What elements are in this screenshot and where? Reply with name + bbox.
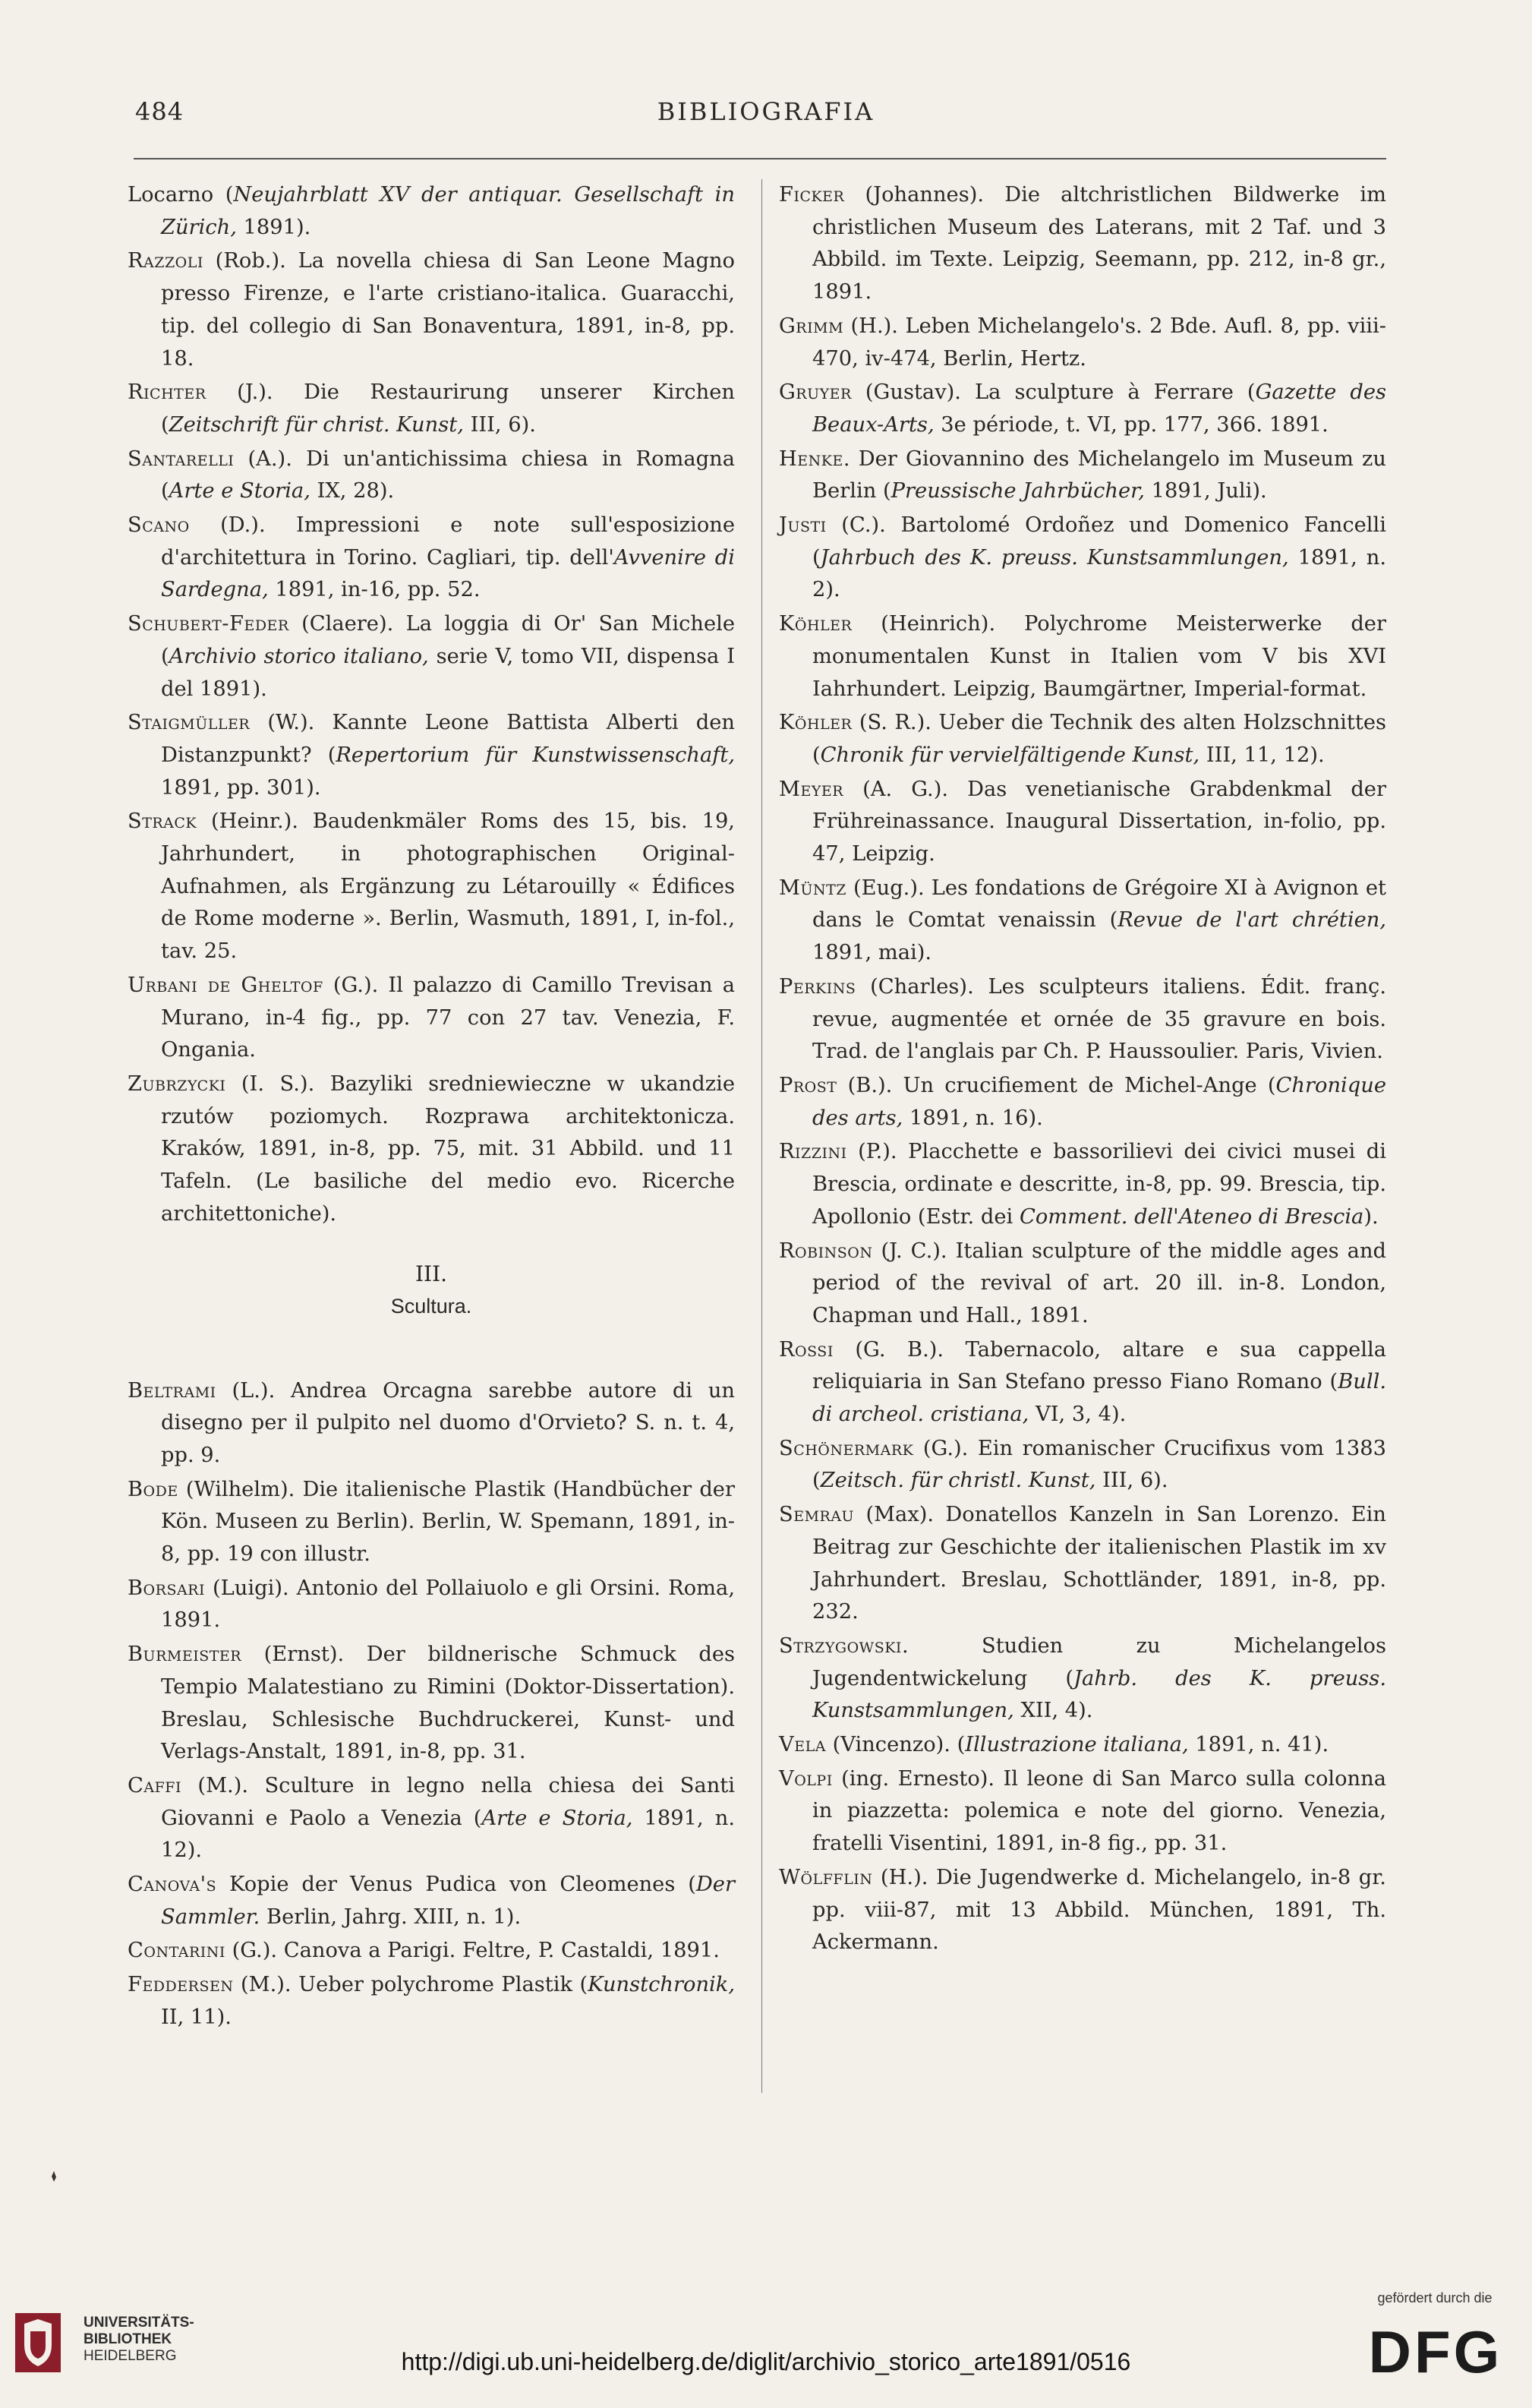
entry-tail: IX, 28).	[310, 479, 395, 503]
entry-tail: 1891, in-16, pp. 52.	[268, 578, 481, 602]
entry-author: Rossi	[779, 1337, 834, 1362]
entry-author: Köhler	[779, 711, 853, 735]
entry-title: Revue de l'art chrétien,	[1117, 908, 1386, 933]
bibliography-entry	[779, 377, 1386, 441]
entry-text: (Claere). La loggia di Or' San Michele (	[161, 612, 735, 668]
entry-author: Rizzini	[779, 1140, 847, 1164]
bibliography-entry	[128, 1068, 735, 1231]
bibliography-entry	[779, 1433, 1386, 1498]
entry-author: Caffi	[128, 1773, 181, 1797]
bibliography-entry	[128, 377, 735, 441]
entry-tail: III, 11, 12).	[1199, 743, 1325, 767]
entry-tail: 1891, n. 16).	[903, 1106, 1043, 1130]
entry-author: Vela	[779, 1733, 826, 1757]
entry-author: Bode	[128, 1477, 178, 1501]
entry-author: Razzoli	[128, 249, 203, 273]
entry-author: Canova's	[128, 1873, 217, 1897]
entry-text: (Wilhelm). Die italienische Plastik (Handbücher der Kön. Museen zu Berlin). Berlin, W. Spemann, 1891, in-8, pp. 19 con illustr.	[161, 1477, 735, 1567]
entry-title: Illustrazione italiana,	[965, 1733, 1189, 1757]
bibliography-entry	[128, 510, 735, 607]
bibliography-entry	[779, 1630, 1386, 1728]
entry-text: (P.). Placchette e bassorilievi dei civici musei di Brescia, ordinate e descritte, in-8, pp. 99. Brescia, tip. Apollonio (Estr. dei	[812, 1140, 1386, 1229]
entry-text: . Der Giovannino des Michelangelo im Museum zu Berlin (	[812, 447, 1386, 503]
entry-title: Chronique des arts,	[812, 1073, 1386, 1130]
entry-text: Kopie der Venus Pudica von Cleomenes (	[216, 1873, 696, 1897]
entry-author: Grimm	[779, 314, 844, 338]
entry-tail: 3e période, t. VI, pp. 177, 366. 1891.	[934, 412, 1329, 437]
entry-author: Staigmüller	[128, 711, 251, 735]
bibliography-entry	[779, 774, 1386, 871]
left-entries	[128, 179, 735, 1231]
entry-author: Feddersen	[128, 1973, 234, 1997]
bibliography-entry	[779, 1499, 1386, 1629]
entry-tail: III, 6).	[463, 412, 536, 437]
bibliography-entry	[128, 443, 735, 508]
entry-author: Perkins	[779, 974, 856, 999]
entry-tail: 1891, mai).	[812, 941, 932, 965]
entry-tail: 1891, pp. 301).	[161, 775, 321, 800]
entry-author: Köhler	[779, 612, 853, 636]
entry-tail: ).	[1363, 1204, 1379, 1229]
entry-title: Arte e Storia,	[481, 1806, 633, 1830]
entry-text: (Rob.). La novella chiesa di San Leone Magno presso Firenze, e l'arte cristiano-italica. Guaracchi, tip. del collegio di San Bonaventura, 1891, in-8, pp. 18.	[161, 249, 735, 371]
entry-title: Zeitschrift für christ. Kunst,	[169, 412, 464, 437]
bibliography-entry	[779, 179, 1386, 309]
entry-title: Neujahrblatt XV der antiquar. Gesellschaft in Zürich,	[161, 183, 735, 239]
bibliography-entry	[779, 707, 1386, 772]
bibliography-entry	[779, 1236, 1386, 1333]
entry-text: (ing. Ernesto). Il leone di San Marco sulla colonna in piazzetta: polemica e note del giorno. Venezia, fratelli Visentini, 1891, in-8 fig., pp. 31.	[812, 1766, 1386, 1856]
bibliography-entry	[128, 1770, 735, 1867]
library-name-line3: HEIDELBERG	[84, 2348, 177, 2364]
entry-text: (Johannes). Die altchristlichen Bildwerke im christlichen Museum des Laterans, mit 2 Taf. und 3 Abbild. im Texte. Leipzig, Seemann, pp. 212, in-8 gr., 1891.	[812, 183, 1386, 305]
library-name-line1: UNIVERSITÄTS-	[84, 2315, 194, 2331]
entry-tail: 1891, n. 12).	[161, 1806, 735, 1863]
entry-tail: Berlin, Jahrg. XIII, n. 1).	[260, 1905, 522, 1929]
entry-author: Scano	[128, 513, 190, 538]
entry-title: Archivio storico italiano,	[169, 644, 429, 668]
running-title: BIBLIOGRAFIA	[657, 97, 875, 126]
entry-text: (G. B.). Tabernacolo, altare e sua cappella reliquiaria in San Stefano presso Fiano Romano (	[812, 1337, 1386, 1394]
entry-text: (H.). Leben Michelangelo's. 2 Bde. Aufl. 8, pp. viii-470, iv-474, Berlin, Hertz.	[812, 314, 1386, 371]
entry-text: (Ernst). Der bildnerische Schmuck des Tempio Malatestiano zu Rimini (Doktor-Dissertation). Breslau, Schlesische Buchdruckerei, Kunst- und Verlags-Anstalt, 1891, in-8, pp. 31.	[161, 1643, 735, 1764]
entry-title: Preussische Jahrbücher,	[891, 479, 1145, 503]
bibliography-entry	[779, 510, 1386, 607]
entry-author: Strack	[128, 810, 197, 834]
entry-text: (M.). Sculture in legno nella chiesa dei Santi Giovanni e Paolo a Venezia (	[161, 1773, 735, 1830]
entry-text: (L.). Andrea Orcagna sarebbe autore di un disegno per il pulpito nel duomo d'Orvieto? S. n. t. 4, pp. 9.	[161, 1378, 735, 1467]
entry-text: (Charles). Les sculpteurs italiens. Édit. franç. revue, augmentée et ornée de 35 gravure en bois. Trad. de l'anglais par Ch. P. Haussoulier. Paris, Vivien.	[812, 974, 1386, 1064]
bibliography-entry	[779, 1763, 1386, 1860]
entry-text: (Max). Donatellos Kanzeln in San Lorenzo. Ein Beitrag zur Geschichte der italienischen Plastik im xv Jahrhundert. Breslau, Schottländer, 1891, in-8, pp. 232.	[812, 1503, 1386, 1624]
entry-title: Zeitsch. für christl. Kunst,	[820, 1469, 1096, 1493]
left-column	[128, 179, 735, 2036]
entry-title: Kunstchronik,	[588, 1973, 735, 1997]
right-entries	[779, 179, 1386, 1959]
bibliography-entry	[128, 1969, 735, 2034]
bibliography-entry	[128, 245, 735, 375]
entry-tail: 1891, Juli).	[1144, 479, 1267, 503]
entry-text: (I. S.). Bazyliki sredniewieczne w ukandzie rzutów poziomych. Rozprawa architektonicza. Kraków, 1891, in-8, pp. 75, mit. 31 Abbild. und 11 Tafeln. (Le basiliche del medio evo. Ricerche architettoniche).	[161, 1071, 735, 1226]
entry-tail: 1891, n. 41).	[1188, 1733, 1329, 1757]
library-name-line2: BIBLIOTHEK	[84, 2331, 172, 2347]
entry-tail: 1891).	[236, 215, 311, 239]
entry-text: (Vincenzo). (	[825, 1733, 966, 1757]
bibliography-entry	[128, 970, 735, 1067]
entry-author: Müntz	[779, 876, 846, 900]
entry-text: (Eug.). Les fondations de Grégoire XI à Avignon et dans le Comtat venaissin (	[812, 876, 1386, 933]
entry-author: Henke	[779, 447, 843, 471]
bibliography-entry	[779, 1334, 1386, 1431]
entry-text: (H.). Die Jugendwerke d. Michelangelo, in-8 gr. pp. viii-87, mit 13 Abbild. München, 1891, Th. Ackermann.	[812, 1865, 1386, 1955]
entry-author: Beltrami	[128, 1378, 216, 1403]
entry-text: (B.). Un crucifiement de Michel-Ange (	[837, 1073, 1276, 1097]
bibliography-entry	[128, 1474, 735, 1571]
entry-author: Wölfflin	[779, 1865, 873, 1889]
funder-label: gefördert durch die	[1377, 2290, 1493, 2305]
entry-author: Borsari	[128, 1576, 205, 1600]
entry-author: Richter	[128, 380, 206, 405]
entry-author: Urbani de Gheltof	[128, 973, 323, 997]
bibliography-entry	[128, 179, 735, 244]
entry-tail: 1891, n. 2).	[812, 545, 1386, 602]
entry-tail: III, 6).	[1095, 1469, 1168, 1493]
entry-title: Jahrbuch des K. preuss. Kunstsammlungen,	[820, 545, 1289, 570]
header-rule	[134, 158, 1386, 159]
entry-author: Prost	[779, 1073, 837, 1097]
entry-author: Justi	[779, 513, 827, 538]
bibliography-entry	[779, 971, 1386, 1068]
bibliography-entry	[779, 311, 1386, 375]
entry-author: Strzygowski	[779, 1633, 902, 1658]
entry-title: Jahrb. des K. preuss. Kunstsammlungen,	[812, 1666, 1386, 1723]
column-divider	[761, 179, 762, 2093]
entry-text: (Gustav). La sculpture à Ferrare (	[851, 380, 1256, 405]
entry-text: (Heinrich). Polychrome Meisterwerke der monumentalen Kunst in Italien vom V bis XVI Iahrhundert. Leipzig, Baumgärtner, Imperial-format.	[812, 612, 1386, 701]
bibliography-entry	[779, 873, 1386, 970]
bibliography-entry	[779, 1862, 1386, 1959]
entry-title: Bull. di archeol. cristiana,	[812, 1370, 1386, 1427]
entry-author: Santarelli	[128, 447, 235, 471]
entry-author: Semrau	[779, 1503, 855, 1527]
entry-text: (G.). Ein romanischer Crucifixus vom 1383 (	[812, 1436, 1386, 1493]
section-number: III.	[415, 1261, 448, 1286]
entry-text: (D.). Impressioni e note sull'esposizione d'architettura in Torino. Cagliari, tip. dell'	[161, 513, 735, 570]
entry-text: (S. R.). Ueber die Technik des alten Holzschnittes (	[812, 711, 1386, 767]
entry-text: (J. C.). Italian sculpture of the middle ages and period of the revival of art. 20 ill. in-8. London, Chapman und Hall., 1891.	[812, 1239, 1386, 1327]
entry-text: (C.). Bartolomé Ordoñez und Domenico Fancelli (	[812, 513, 1386, 570]
entry-title: Arte e Storia,	[169, 479, 310, 503]
bibliography-entry	[128, 806, 735, 968]
footer	[0, 2278, 1532, 2408]
entry-author: Burmeister	[128, 1643, 242, 1667]
bibliography-entry	[128, 608, 735, 705]
dfg-logo-text: DFG	[1368, 2322, 1503, 2380]
entry-tail: II, 11).	[161, 2005, 232, 2029]
ink-mark	[50, 2170, 58, 2182]
entry-text: . Studien zu Michelangelos Jugendentwickelung (	[812, 1633, 1386, 1690]
bibliography-entry	[128, 1375, 735, 1472]
bibliography-entry	[779, 608, 1386, 705]
entry-text: (Luigi). Antonio del Pollaiuolo e gli Orsini. Roma, 1891.	[161, 1576, 735, 1633]
entry-tail: VI, 3, 4).	[1029, 1403, 1127, 1427]
bibliography-entry	[128, 707, 735, 804]
entry-text: (W.). Kannte Leone Battista Alberti den Distanzpunkt? (	[161, 711, 735, 767]
entry-text: (G.). Canova a Parigi. Feltre, P. Castaldi, 1891.	[225, 1939, 720, 1963]
right-column	[779, 179, 1386, 1961]
entry-author: Contarini	[128, 1939, 225, 1963]
entry-tail: XII, 4).	[1013, 1699, 1093, 1723]
bibliography-entry	[779, 1070, 1386, 1135]
left-entries-after	[128, 1375, 735, 2034]
entry-text: (A.). Di un'antichissima chiesa in Romagna (	[161, 447, 735, 503]
bibliography-entry	[128, 1639, 735, 1769]
bibliography-entry	[779, 443, 1386, 508]
entry-text: (G.). Il palazzo di Camillo Trevisan a Murano, in-4 fig., pp. 77 con 27 tav. Venezia, F. Ongania.	[161, 973, 735, 1062]
entry-author: Gruyer	[779, 380, 852, 405]
bibliography-entry	[779, 1729, 1386, 1762]
entry-text: (Heinr.). Baudenkmäler Roms des 15, bis. 19, Jahrhundert, in photographischen Original-Aufnahmen, als Ergänzung zu Létarouilly « Édifices de Rome moderne ». Berlin, Wasmuth, 1891, I, in-fol., tav. 25.	[161, 810, 735, 964]
entry-text: (J.). Die Restaurirung unserer Kirchen (	[161, 380, 735, 437]
bibliography-entry	[128, 1869, 735, 1933]
page-number: 484	[135, 97, 184, 126]
dfg-logo	[1360, 2322, 1511, 2380]
page-header	[0, 97, 1532, 135]
entry-title: Der Sammler.	[161, 1873, 735, 1929]
bibliography-entry	[779, 1136, 1386, 1233]
entry-title: Avvenire di Sardegna,	[161, 545, 735, 602]
entry-title: Comment. dell'Ateneo di Brescia	[1019, 1204, 1364, 1229]
source-url[interactable]: http://digi.ub.uni-heidelberg.de/diglit/archivio_storico_arte1891/0516	[401, 2348, 1131, 2375]
entry-author: Ficker	[779, 183, 845, 207]
section-title: Scultura.	[390, 1294, 472, 1318]
entry-tail: serie V, tomo VII, dispensa I del 1891).	[161, 644, 735, 701]
entry-author: Meyer	[779, 777, 844, 801]
entry-text: (M.). Ueber polychrome Plastik (	[233, 1973, 588, 1997]
bibliography-entry	[128, 1573, 735, 1637]
bibliography-entry	[128, 1935, 735, 1968]
entry-author: Schubert-Feder	[128, 612, 289, 636]
entry-author: Zubrzycki	[128, 1071, 226, 1096]
entry-title: Repertorium für Kunstwissenschaft,	[336, 743, 735, 767]
entry-text: (A. G.). Das venetianische Grabdenkmal der Frühreinassance. Inaugural Dissertation, in-folio, pp. 47, Leipzig.	[812, 777, 1386, 866]
entry-title: Gazette des Beaux-Arts,	[812, 380, 1386, 437]
entry-text: Locarno (	[128, 183, 234, 207]
entry-author: Schönermark	[779, 1436, 914, 1460]
entry-title: Chronik für vervielfältigende Kunst,	[820, 743, 1200, 767]
entry-author: Robinson	[779, 1239, 873, 1263]
entry-author: Volpi	[779, 1766, 833, 1791]
